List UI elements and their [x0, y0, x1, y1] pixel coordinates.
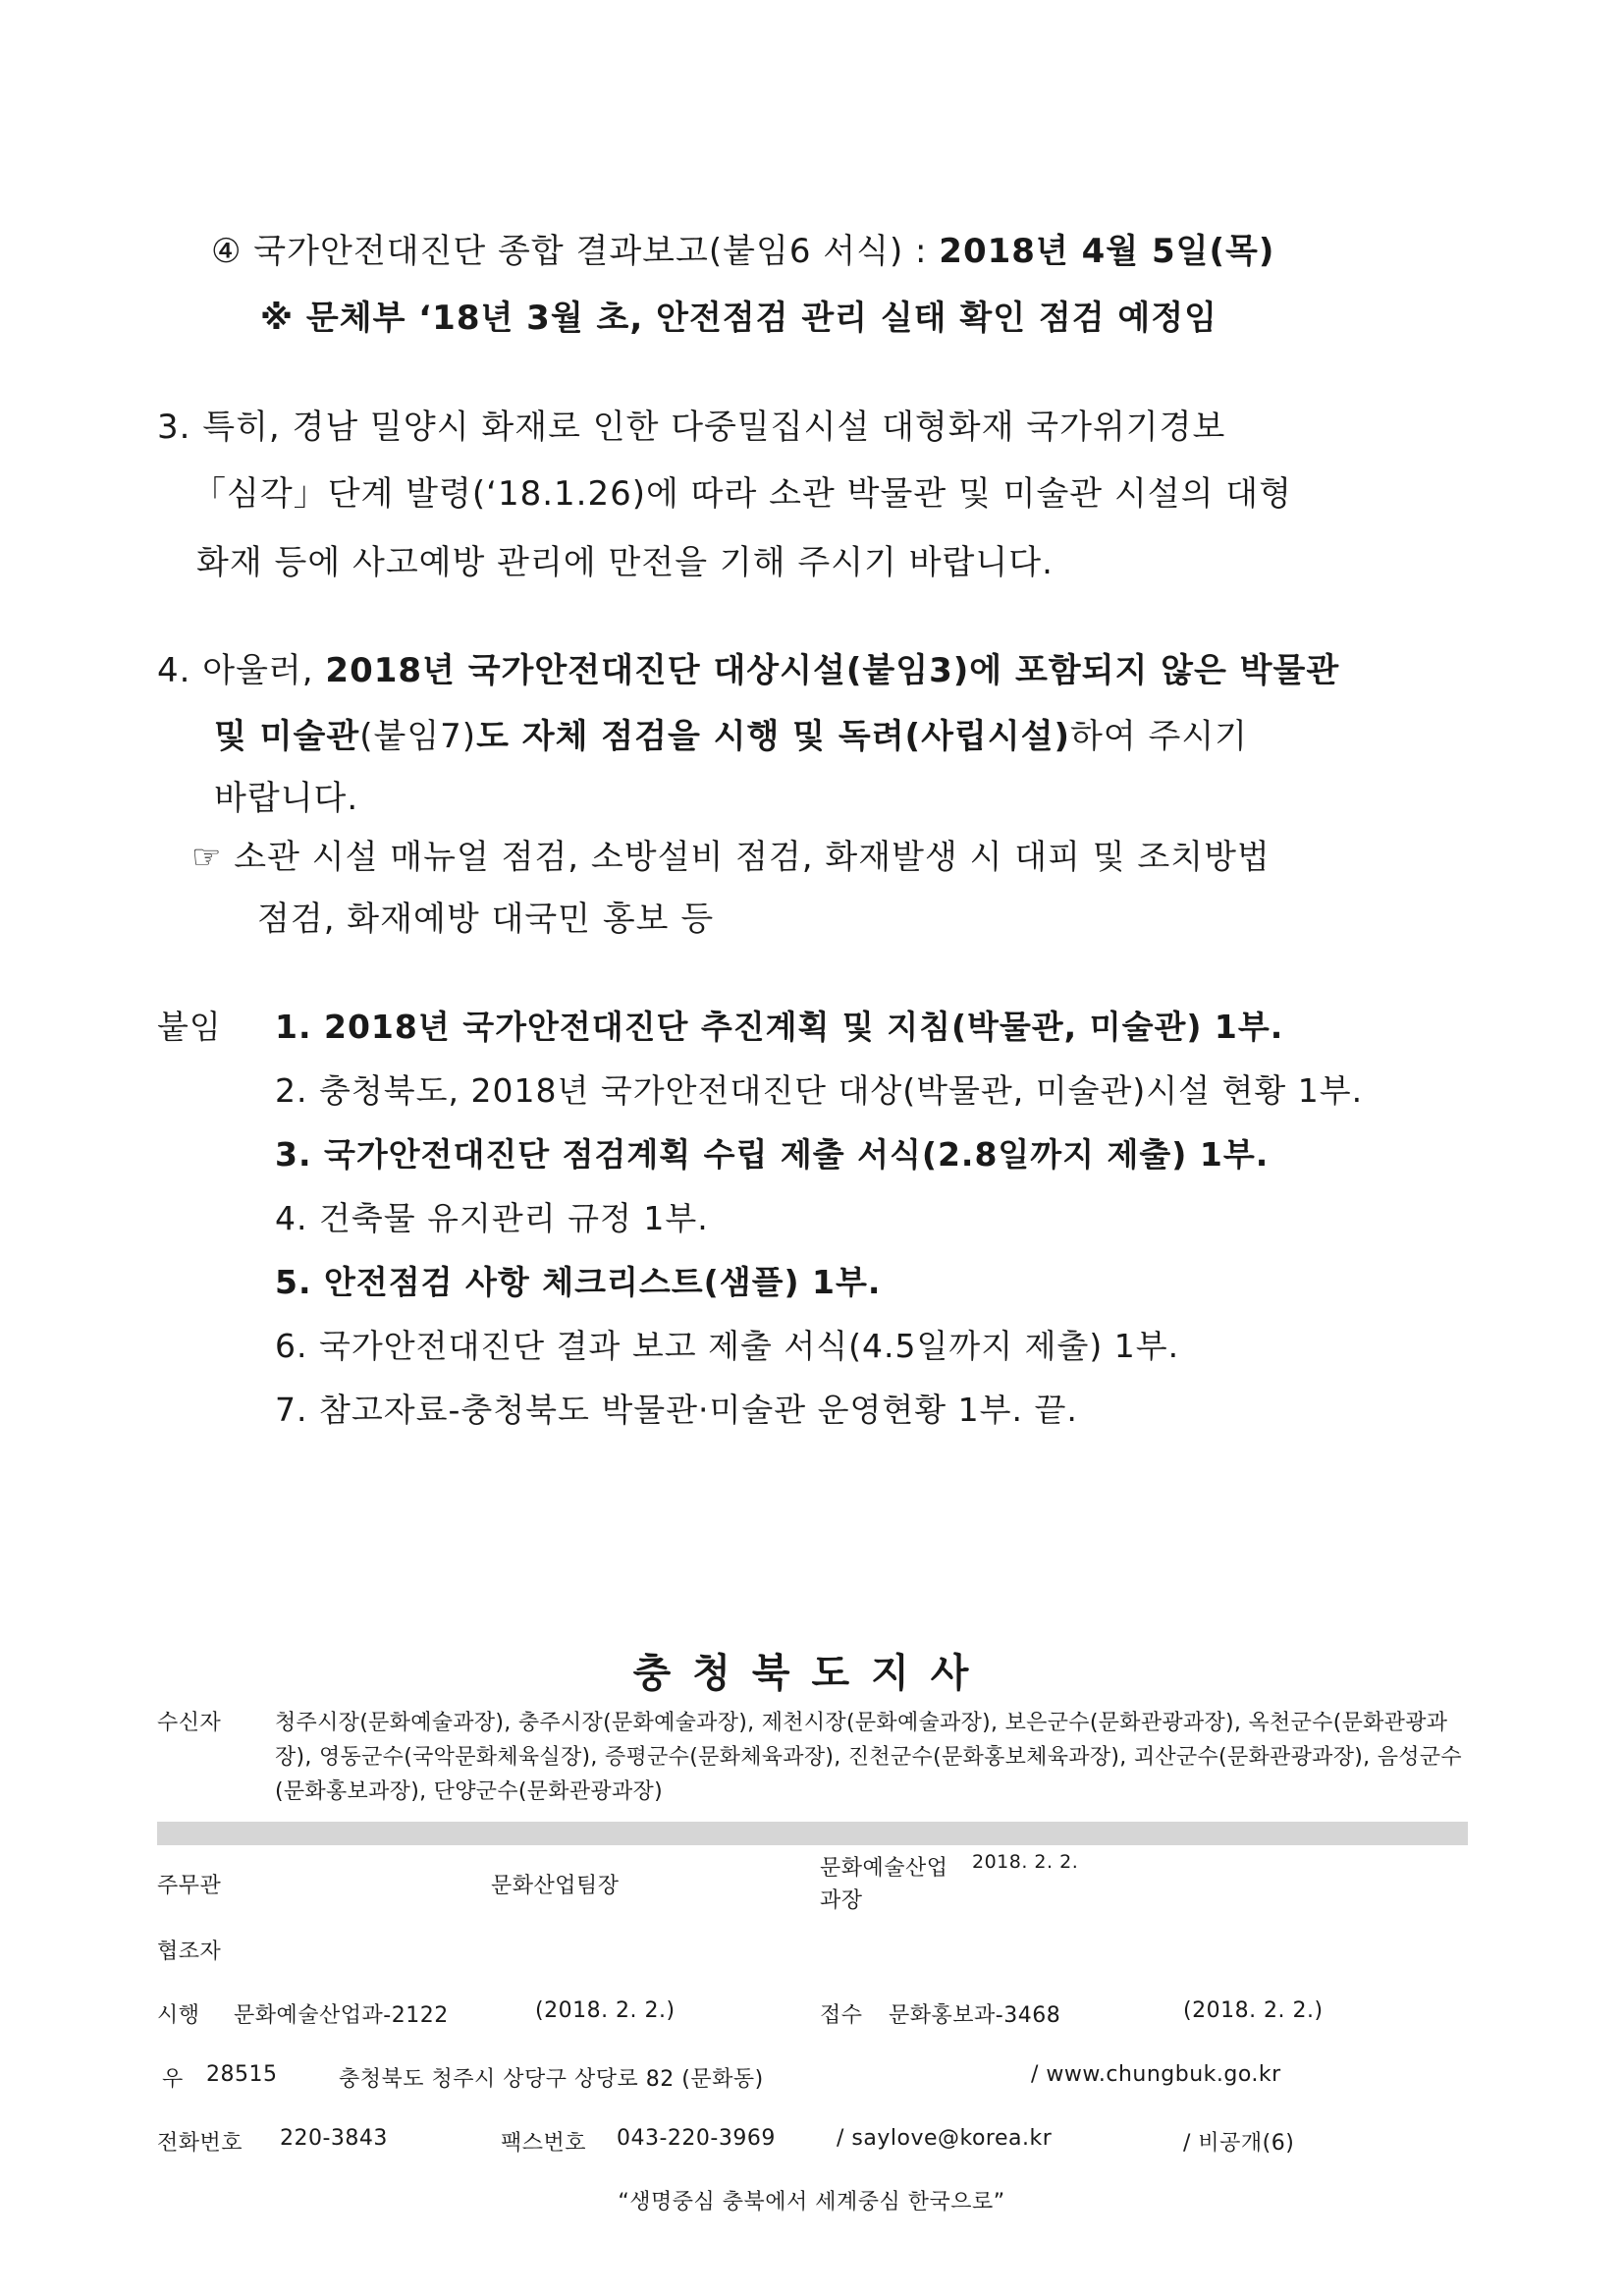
address: 충청북도 청주시 상당구 상당로 82 (문화동)	[339, 2067, 764, 2092]
receipt-date: (2018. 2. 2.)	[1183, 1998, 1324, 2023]
postal-code: 28515	[206, 2062, 278, 2087]
paragraph-4-tail: 하여 주시기	[1070, 717, 1249, 756]
paragraph-4-bold-b: 도 자체 점검을 시행 및 독려(사립시설)	[476, 717, 1070, 756]
attachment-item: 2. 충청북도, 2018년 국가안전대진단 대상(박물관, 미술관)시설 현황 1부.	[275, 1071, 1364, 1110]
paragraph-4-prefix: 4. 아울러,	[157, 651, 326, 690]
paragraph-4-line-1	[157, 643, 1339, 691]
enforce-date: (2018. 2. 2.)	[535, 1998, 676, 2023]
enforce-number: 문화예술산업과-2122	[234, 2003, 449, 2028]
paragraph-4-line-3: 바랍니다.	[214, 779, 359, 818]
attachment-item: 6. 국가안전대진단 결과 보고 제출 서식(4.5일까지 제출) 1부.	[275, 1327, 1180, 1365]
paragraph-3-line-3: 화재 등에 사고예방 관리에 만전을 기해 주시기 바랍니다.	[196, 543, 1054, 582]
postal-label: 우	[162, 2067, 184, 2092]
paragraph-3-line-2: 「심각」단계 발령(‘18.1.26)에 따라 소관 박물관 및 미술관 시설의 대형	[192, 474, 1292, 514]
inspection-note: ※ 문체부 ‘18년 3월 초, 안전점검 관리 실태 확인 점검 예정임	[260, 299, 1217, 338]
item4-date: 2018년 4월 5일(목)	[939, 232, 1275, 271]
email-link[interactable]: / saylove@korea.kr	[837, 2126, 1053, 2151]
fax-number: 043-220-3969	[617, 2126, 776, 2151]
attachment-item: 5. 안전점검 사항 체크리스트(샘플) 1부.	[275, 1263, 882, 1301]
director-title-1: 문화예술산업	[820, 1856, 948, 1881]
phone-number: 220-3843	[280, 2126, 388, 2151]
paragraph-3-line-1: 3. 특히, 경남 밀양시 화재로 인한 다중밀집시설 대형화재 국가위기경보	[157, 408, 1226, 447]
hint-line-2: 점검, 화재예방 대국민 홍보 등	[257, 900, 715, 939]
sender-signature: 충청북도지사	[632, 1651, 991, 1696]
receipt-number: 문화홍보과-3468	[889, 2003, 1061, 2028]
director-title-2: 과장	[820, 1888, 863, 1913]
attachments-label: 붙임	[157, 1008, 222, 1046]
attachment-item: 3. 국가안전대진단 점검계획 수립 제출 서식(2.8일까지 제출) 1부.	[275, 1135, 1270, 1174]
enforce-label: 시행	[157, 2003, 200, 2028]
attachment-item: 4. 건축물 유지관리 규정 1부.	[275, 1199, 709, 1237]
recipients-label: 수신자	[157, 1711, 222, 1735]
attachment-item: 1. 2018년 국가안전대진단 추진계획 및 지침(박물관, 미술관) 1부.	[275, 1008, 1284, 1046]
hint-line-1: ☞ 소관 시설 매뉴얼 점검, 소방설비 점검, 화재발생 시 대피 및 조치방법	[191, 838, 1271, 877]
attachment-item: 7. 참고자료-충청북도 박물관·미술관 운영현황 1부. 끝.	[275, 1391, 1078, 1429]
website-link[interactable]: / www.chungbuk.go.kr	[1031, 2062, 1281, 2087]
paragraph-4-bold-a: 및 미술관	[214, 717, 360, 756]
paragraph-4-ref: (붙임7)	[359, 717, 477, 756]
item4-label: ④ 국가안전대진단 종합 결과보고(붙임6 서식) :	[211, 232, 940, 271]
item4-line	[211, 224, 1274, 272]
disclosure-status: / 비공개(6)	[1183, 2131, 1295, 2156]
approval-bar	[157, 1822, 1468, 1845]
officer-label: 주무관	[157, 1874, 222, 1898]
phone-label: 전화번호	[157, 2131, 243, 2156]
director-date: 2018. 2. 2.	[972, 1851, 1079, 1873]
fax-label: 팩스번호	[501, 2131, 587, 2156]
team-lead: 문화산업팀장	[491, 1874, 620, 1898]
recipients-list: 청주시장(문화예술과장), 충주시장(문화예술과장), 제천시장(문화예술과장), 보은군수(문화관광과장), 옥천군수(문화관광과장), 영동군수(국악문화체육실장), 증평군수(문화체육과장), 진천군수(문화홍보체육과장), 괴산군수(문화관광과장), 음성군수(문화홍보과장), 단양군수(문화관광과장)	[275, 1711, 1462, 1804]
cooperator-label: 협조자	[157, 1940, 222, 1964]
paragraph-4-bold: 2018년 국가안전대진단 대상시설(붙임3)에 포함되지 않은 박물관	[325, 651, 1340, 690]
slogan: “생명중심 충북에서 세계중심 한국으로”	[618, 2190, 1005, 2214]
receipt-label: 접수	[820, 2003, 863, 2028]
paragraph-4-line-2	[214, 709, 1248, 757]
